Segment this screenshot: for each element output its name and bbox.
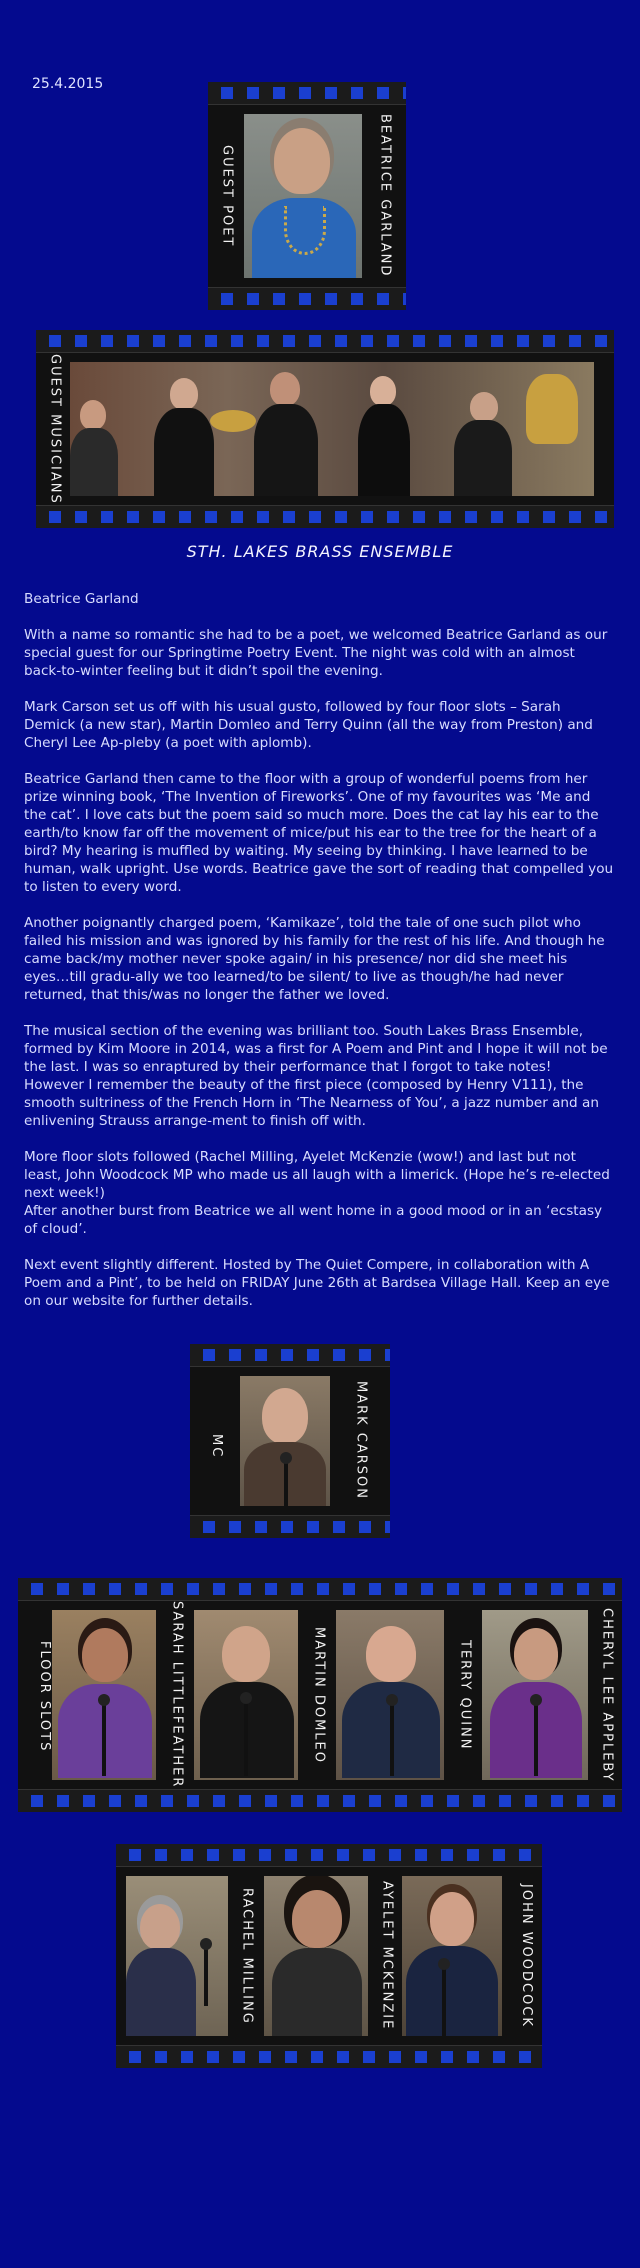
paragraph: Mark Carson set us off with his usual gusto, followed by four floor slots – Sarah Demick (a new star), Martin Domleo and Terry Quinn (all the way from Preston) and Cheryl Lee Ap-pleby (a poet with aplomb). (24, 699, 593, 751)
paragraph: Another poignantly charged poem, ‘Kamikaze’, told the tale of one such pilot who failed his mission and was ignored by his family for the rest of his life. And though he came back/my mother never spoke again/ in his presence/ nor did she meet his eyes…till gradu-ally we too learned/to be silent/ to live as though/he had never returned, that this/was no longer the father we loved. (24, 915, 605, 1003)
musicians-film (36, 330, 614, 528)
floor-slot-photo (126, 1876, 228, 2036)
mc-label: MC (209, 1433, 224, 1459)
musicians-label: GUEST MUSICIANS (47, 353, 63, 505)
floor-slots-2-film (116, 1844, 542, 2068)
mc-photo (240, 1376, 330, 1506)
floor-slot-photo (336, 1610, 444, 1780)
film-sprockets-bottom (208, 287, 406, 310)
film-sprockets-top (208, 82, 406, 105)
floor-slot-photo (482, 1610, 588, 1780)
floor-slots-film (18, 1578, 622, 1812)
floor-slot-name: RACHEL MILLING (239, 1887, 255, 2025)
article-heading: Beatrice Garland (24, 591, 139, 607)
floor-slot-name: AYELET MCKENZIE (379, 1881, 395, 2031)
paragraph: The musical section of the evening was brilliant too. South Lakes Brass Ensemble, formed by Kim Moore in 2014, was a first for A Poem and Pint and I hope it will not be the last. I was so enraptured by their performance that I forgot to take notes! However I remember the beauty of the first piece (composed by Henry V111), the smooth sultriness of the French Horn in ‘The Nearness of You’, a jazz number and an enlivening Strauss arrange-ment to finish off with. (24, 1023, 608, 1129)
floor-slot-name: CHERYL LEE APPLEBY (599, 1607, 615, 1783)
floor-slot-name: SARAH LITTLEFEATHER (169, 1601, 185, 1789)
floor-slot-photo (402, 1876, 502, 2036)
paragraph: With a name so romantic she had to be a poet, we welcomed Beatrice Garland as our special guest for our Springtime Poetry Event. The night was cold with an almost back-to-winter feeling but it didn’t spoil the evening. (24, 627, 608, 679)
musicians-photo (70, 362, 594, 496)
guest-poet-name: BEATRICE GARLAND (377, 114, 393, 278)
paragraph: More floor slots followed (Rachel Milling, Ayelet McKenzie (wow!) and last but not least, John Woodcock MP who made us all laugh with a limerick. (Hope he’s re-elected next week!) (24, 1149, 610, 1201)
guest-poet-photo (244, 114, 362, 278)
article-body (24, 590, 614, 1328)
floor-slot-photo (52, 1610, 156, 1780)
musicians-caption: STH. LAKES BRASS ENSEMBLE (186, 542, 454, 561)
post-date: 25.4.2015 (32, 76, 104, 92)
floor-slot-name: MARTIN DOMLEO (311, 1626, 327, 1764)
floor-slot-photo (264, 1876, 368, 2036)
paragraph: Next event slightly different. Hosted by The Quiet Compere, in collaboration with A Poem and a Pint’, to be held on FRIDAY June 26th at Bardsea Village Hall. Keep an eye on our website for further details. (24, 1257, 610, 1309)
floor-slot-photo (194, 1610, 298, 1780)
guest-poet-film (208, 82, 406, 310)
guest-poet-label: GUEST POET (219, 144, 235, 248)
mc-name: MARK CARSON (353, 1381, 369, 1501)
paragraph: After another burst from Beatrice we all went home in a good mood or in an ‘ecstasy of cloud’. (24, 1203, 603, 1237)
floor-slot-name: TERRY QUINN (457, 1639, 473, 1751)
paragraph: Beatrice Garland then came to the floor with a group of wonderful poems from her prize winning book, ‘The Invention of Fireworks’. One of my favourites was ‘Me and the cat’. I love cats but the poem said so much more. Does the cat lay his ear to the earth/to know far off the movement of mice/put his ear to the tree for the heart of a bird? My hearing is muffled by waiting. My seeing by thinking. I have learned to be human, walk upright. Use words. Beatrice gave the sort of reading that compelled you to listen to every word. (24, 771, 614, 895)
floor-slots-label: FLOOR SLOTS (37, 1641, 52, 1753)
mc-film (190, 1344, 390, 1538)
floor-slot-name: JOHN WOODCOCK (519, 1884, 534, 2028)
